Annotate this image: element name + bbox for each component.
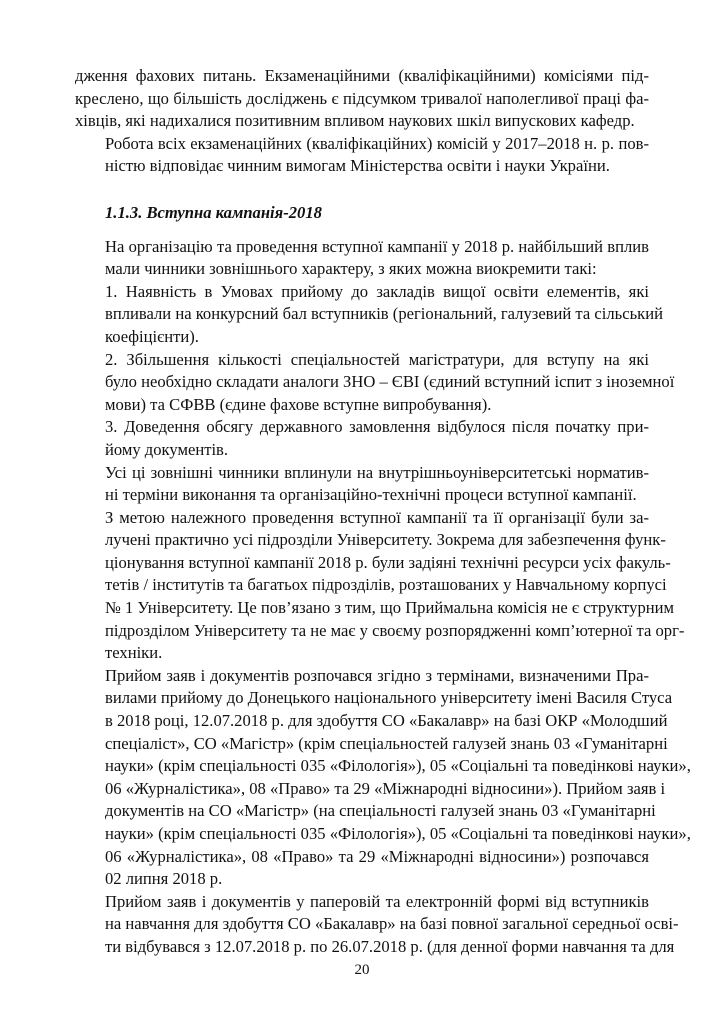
text-line: було необхідно складати аналоги ЗНО – ЄВІ (єдиний вступний іспит з іноземної <box>105 372 675 392</box>
text-line: ціонування вступної кампанії 2018 р. були задіяні технічні ресурси усіх факуль- <box>105 552 671 572</box>
text-line: Прийом заяв і документів у паперовій та електронній формі від вступників <box>105 891 649 911</box>
page-number: 20 <box>354 962 370 978</box>
text-line: на навчання для здобуття СО «Бакалавр» на базі повної загальної середньої осві- <box>105 914 679 934</box>
document-page <box>75 65 691 959</box>
paragraphs-main <box>75 236 691 959</box>
text-line: науки» (крім спеціальності 035 «Філологія»), 05 «Соціальні та поведінкові науки», <box>105 756 691 776</box>
text-line: Усі ці зовнішні чинники вплинули на внутрішньоуніверситетські норматив- <box>105 462 649 482</box>
paragraph <box>75 462 649 507</box>
text-line: креслено, що більшість досліджень є підсумком тривалої наполегливої праці фа- <box>75 88 649 108</box>
paragraph <box>75 236 649 281</box>
paragraph <box>75 665 691 891</box>
text-line: Робота всіх екзаменаційних (кваліфікаційних) комісій у 2017–2018 н. р. пов- <box>105 133 649 153</box>
text-line: дження фахових питань. Екзаменаційними (кваліфікаційними) комісіями під- <box>75 66 649 85</box>
section-heading: 1.1.3. Вступна кампанія-2018 <box>105 202 322 222</box>
text-line: вилами прийому до Донецького національного університету імені Василя Стуса <box>105 688 673 708</box>
text-line: Прийом заяв і документів розпочався згідно з термінами, визначеними Пра- <box>105 665 649 685</box>
text-line: тетів / інститутів та багатьох підрозділів, розташованих у Навчальному корпусі <box>105 575 667 595</box>
text-line: З метою належного проведення вступної кампанії та її організації були за- <box>105 507 649 527</box>
text-line: 06 «Журналістика», 08 «Право» та 29 «Міжнародні відносини») розпочався <box>105 846 649 866</box>
paragraph <box>75 65 649 133</box>
text-line: 1. Наявність в Умовах прийому до закладів вищої освіти елементів, які <box>105 281 649 301</box>
text-line: 3. Доведення обсягу державного замовлення відбулося після початку при- <box>105 417 649 437</box>
text-line: документів на СО «Магістр» (на спеціальності галузей знань 03 «Гуманітарні <box>105 801 656 821</box>
text-line: 02 липня 2018 р. <box>105 869 223 889</box>
text-line: техніки. <box>105 643 163 663</box>
text-line: хівців, які надихалися позитивним впливом наукових шкіл випускових кафедр. <box>75 111 635 131</box>
text-line: мали чинники зовнішнього характеру, з яких можна виокремити такі: <box>105 259 597 279</box>
text-line: впливали на конкурсний бал вступників (регіональний, галузевий та сільський <box>105 304 663 324</box>
text-line: коефіцієнти). <box>105 326 199 346</box>
text-line: № 1 Університету. Це пов’язано з тим, що Приймальна комісія не є структурним <box>105 598 675 618</box>
text-line: 06 «Журналістика», 08 «Право» та 29 «Міжнародні відносини»). Прийом заяв і <box>105 778 666 798</box>
paragraph <box>75 133 649 178</box>
text-line: підрозділом Університету та не має у своєму розпорядженні комп’ютерної та орг- <box>105 620 685 640</box>
text-line: лучені практично усі підрозділи Університету. Зокрема для забезпечення функ- <box>105 530 666 550</box>
text-line: ні терміни виконання та організаційно-технічні процеси вступної кампанії. <box>105 485 637 505</box>
text-line: мови) та СФВВ (єдине фахове вступне випробування). <box>105 394 492 414</box>
paragraph <box>75 281 663 349</box>
text-line: йому документів. <box>105 439 229 459</box>
paragraph <box>75 507 685 665</box>
paragraph <box>75 416 649 461</box>
text-line: в 2018 році, 12.07.2018 р. для здобуття СО «Бакалавр» на базі ОКР «Молодший <box>105 711 668 731</box>
text-line: ти відбувався з 12.07.2018 р. по 26.07.2018 р. (для денної форми навчання та для <box>105 936 675 956</box>
text-line: науки» (крім спеціальності 035 «Філологія»), 05 «Соціальні та поведінкові науки», <box>105 824 691 843</box>
paragraph <box>75 349 675 417</box>
text-line: ністю відповідає чинним вимогам Міністерства освіти і науки України. <box>105 156 610 176</box>
paragraph <box>75 891 679 959</box>
text-line: На організацію та проведення вступної кампанії у 2018 р. найбільший вплив <box>105 236 649 256</box>
text-line: 2. Збільшення кількості спеціальностей магістратури, для вступу на які <box>105 349 649 369</box>
paragraphs-top <box>75 65 649 178</box>
text-line: спеціаліст», СО «Магістр» (крім спеціальностей галузей знань 03 «Гуманітарні <box>105 733 668 753</box>
